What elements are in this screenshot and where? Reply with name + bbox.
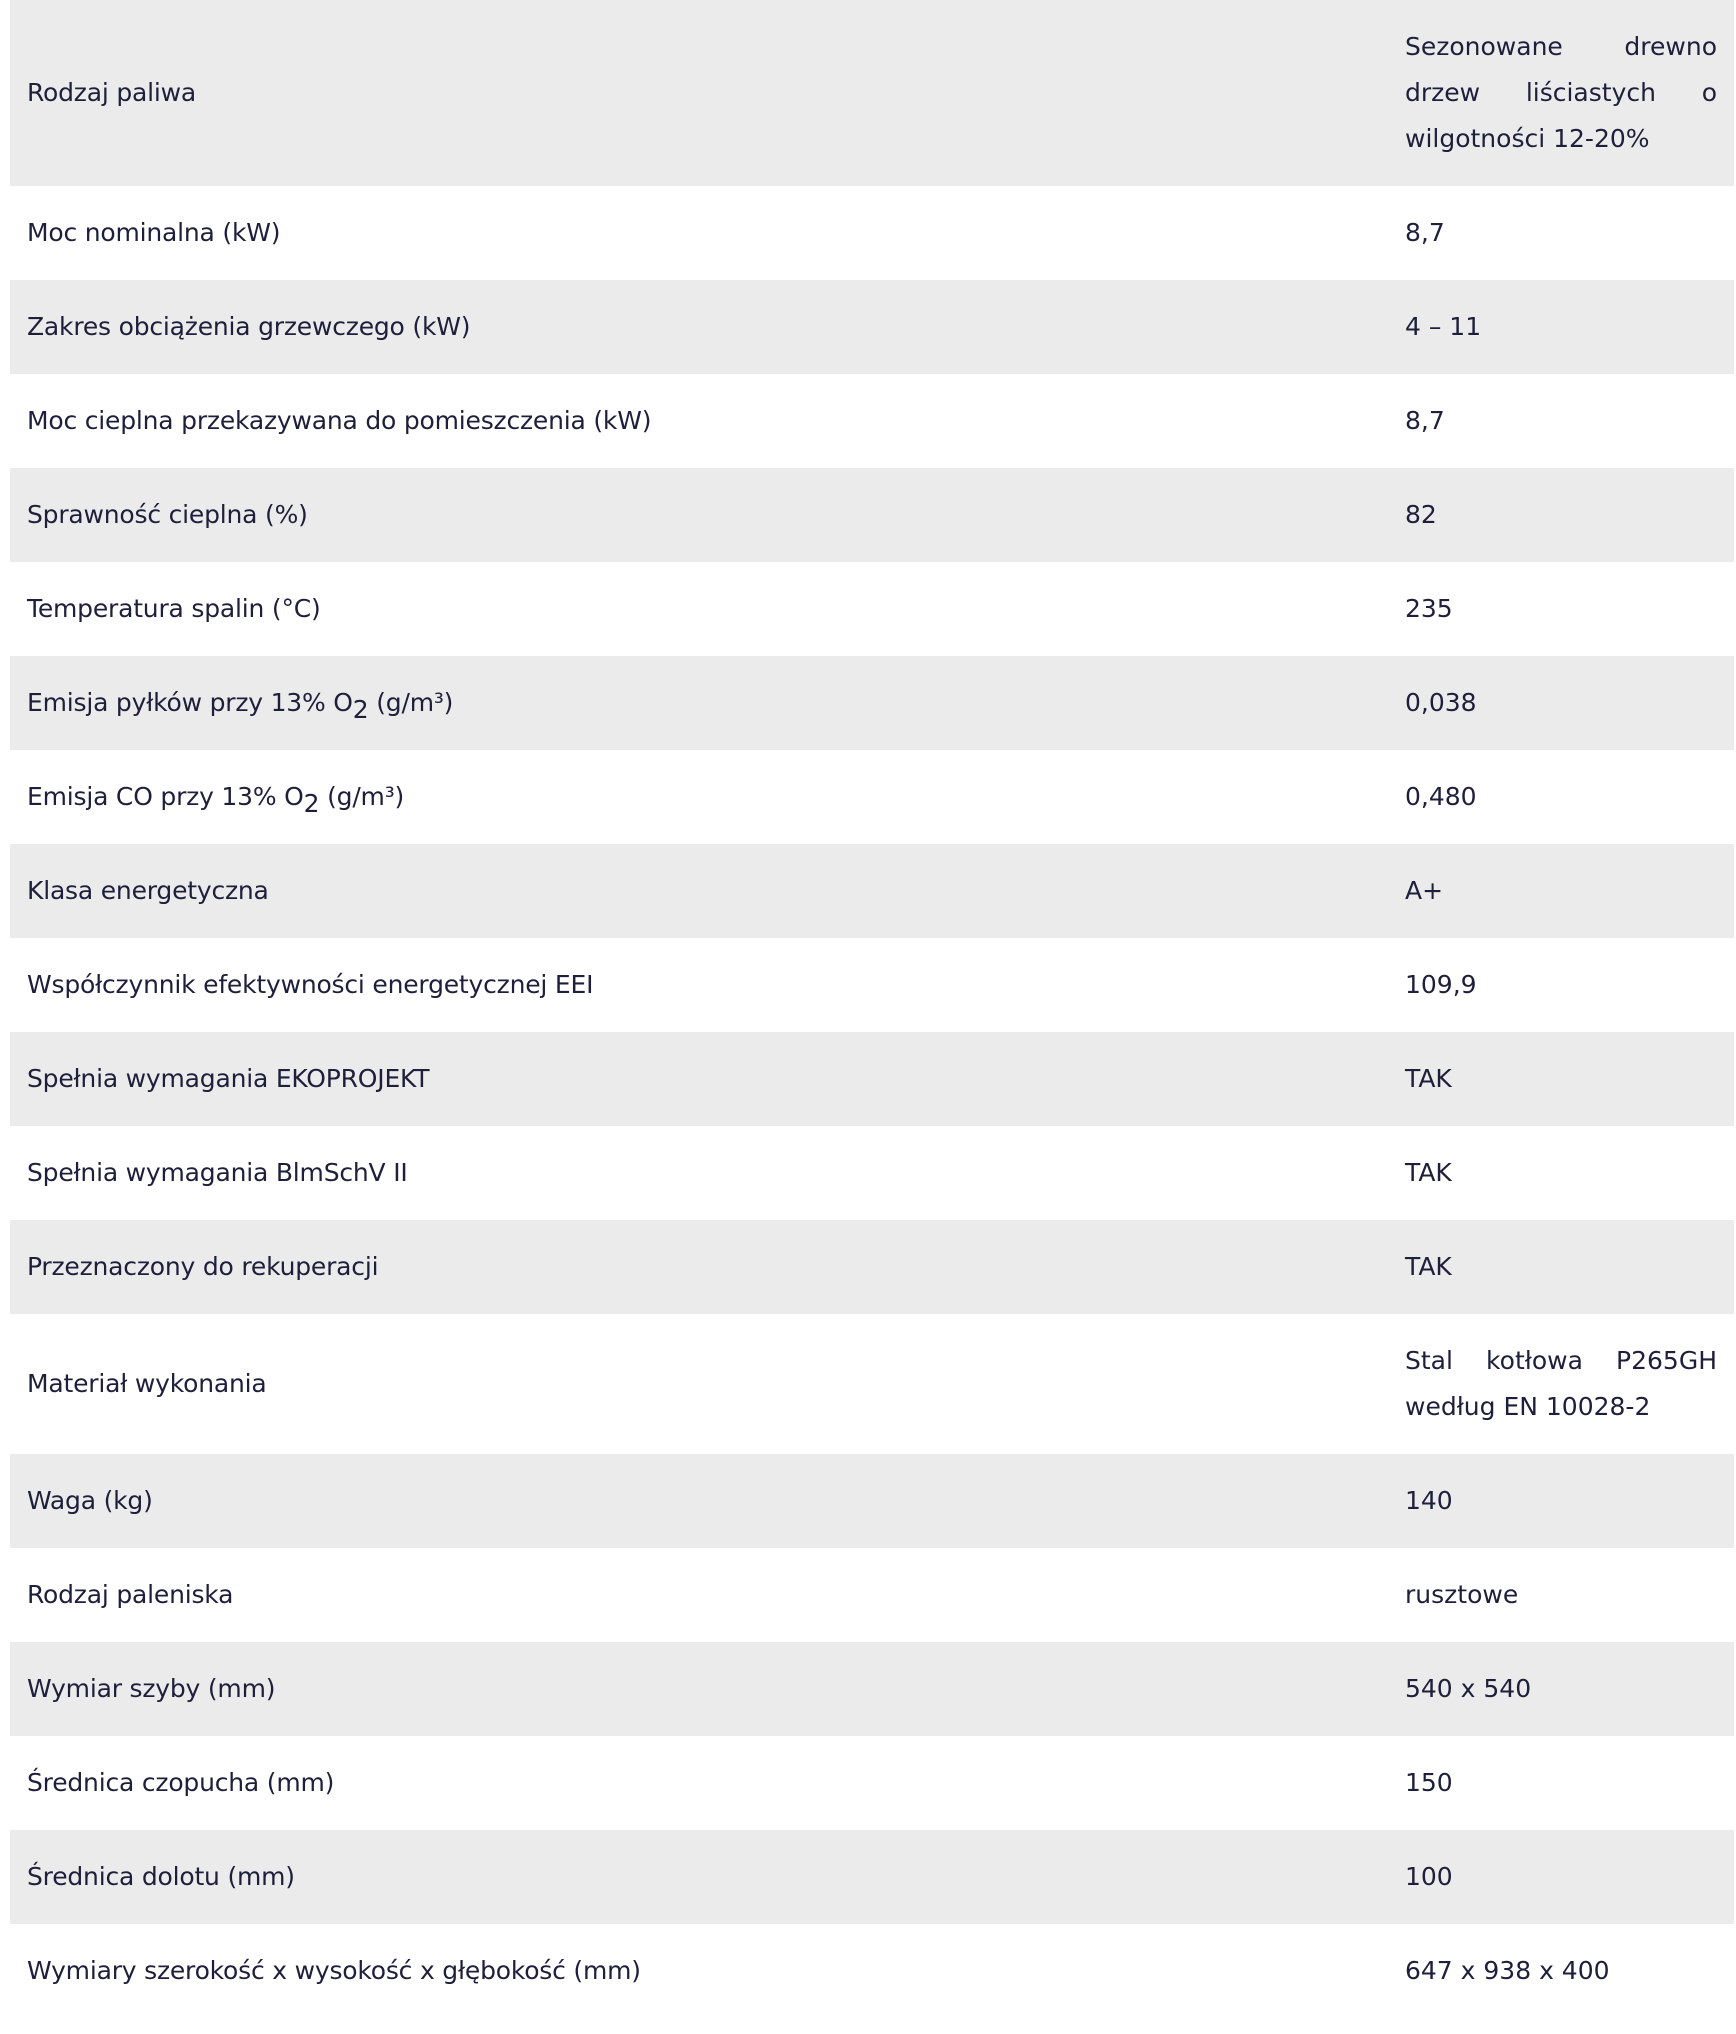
spec-label: Wymiary szerokość x wysokość x głębokość (mm) xyxy=(27,1956,641,1985)
spec-label: Spełnia wymagania EKOPROJEKT xyxy=(27,1064,430,1093)
spec-label: Moc nominalna (kW) xyxy=(27,218,281,247)
spec-label: Wymiar szyby (mm) xyxy=(27,1674,276,1703)
spec-value: 0,038 xyxy=(1405,688,1477,717)
spec-label: Temperatura spalin (°C) xyxy=(27,594,321,623)
subscript: 2 xyxy=(352,695,369,724)
spec-label: Zakres obciążenia grzewczego (kW) xyxy=(27,312,471,341)
spec-label: Współczynnik efektywności energetycznej EEI xyxy=(27,970,594,999)
spec-row-room-heat-output xyxy=(10,374,1734,468)
spec-label: Średnica dolotu (mm) xyxy=(27,1862,295,1891)
spec-value: rusztowe xyxy=(1405,1580,1519,1609)
spec-row-weight xyxy=(10,1454,1734,1548)
spec-table xyxy=(10,0,1734,2018)
spec-label: Sprawność cieplna (%) xyxy=(27,500,308,529)
spec-row-nominal-power xyxy=(10,186,1734,280)
spec-value: Stal kotłowa P265GH według EN 10028-2 xyxy=(1405,1346,1717,1421)
spec-value: 8,7 xyxy=(1405,218,1445,247)
spec-label: Waga (kg) xyxy=(27,1486,153,1515)
spec-row-energy-class xyxy=(10,844,1734,938)
spec-value: 82 xyxy=(1405,500,1437,529)
spec-label xyxy=(10,656,1388,750)
spec-row-co-emission xyxy=(10,750,1734,844)
spec-row-thermal-efficiency xyxy=(10,468,1734,562)
spec-row-glass-size xyxy=(10,1642,1734,1736)
spec-label: Rodzaj paleniska xyxy=(27,1580,234,1609)
spec-value: 109,9 xyxy=(1405,970,1477,999)
spec-label: Materiał wykonania xyxy=(27,1369,267,1398)
spec-label-text: Emisja CO przy 13% O xyxy=(27,782,304,811)
spec-label xyxy=(10,750,1388,844)
spec-row-bimschv xyxy=(10,1126,1734,1220)
spec-value: 0,480 xyxy=(1405,782,1477,811)
spec-value: TAK xyxy=(1405,1158,1452,1187)
spec-row-air-inlet-diameter xyxy=(10,1830,1734,1924)
spec-row-flue-diameter xyxy=(10,1736,1734,1830)
spec-row-ecodesign xyxy=(10,1032,1734,1126)
spec-table-body xyxy=(10,0,1734,2018)
spec-value: 235 xyxy=(1405,594,1453,623)
spec-value: 647 x 938 x 400 xyxy=(1405,1956,1610,1985)
spec-label: Spełnia wymagania BlmSchV II xyxy=(27,1158,408,1187)
spec-label-unit: (g/m³) xyxy=(368,688,454,717)
spec-value: 100 xyxy=(1405,1862,1453,1891)
spec-value: 540 x 540 xyxy=(1405,1674,1532,1703)
subscript: 2 xyxy=(303,789,320,818)
spec-row-dimensions xyxy=(10,1924,1734,2018)
spec-label: Moc cieplna przekazywana do pomieszczenia (kW) xyxy=(27,406,652,435)
spec-label: Przeznaczony do rekuperacji xyxy=(27,1252,379,1281)
spec-row-flue-gas-temperature xyxy=(10,562,1734,656)
spec-value: 8,7 xyxy=(1405,406,1445,435)
spec-value: 140 xyxy=(1405,1486,1453,1515)
spec-label-unit: (g/m³) xyxy=(319,782,405,811)
spec-label: Klasa energetyczna xyxy=(27,876,269,905)
spec-row-material xyxy=(10,1314,1734,1454)
spec-label: Rodzaj paliwa xyxy=(27,78,196,107)
spec-value: TAK xyxy=(1405,1252,1452,1281)
spec-row-recuperation xyxy=(10,1220,1734,1314)
spec-row-heat-load-range xyxy=(10,280,1734,374)
spec-value: Sezonowane drewno drzew liściastych o wilgotności 12-20% xyxy=(1405,32,1717,153)
spec-label-text: Emisja pyłków przy 13% O xyxy=(27,688,353,717)
spec-label: Średnica czopucha (mm) xyxy=(27,1768,335,1797)
spec-row-dust-emission xyxy=(10,656,1734,750)
spec-row-eei xyxy=(10,938,1734,1032)
spec-value: 150 xyxy=(1405,1768,1453,1797)
spec-value: TAK xyxy=(1405,1064,1452,1093)
spec-row-firebox-type xyxy=(10,1548,1734,1642)
spec-value: 4 – 11 xyxy=(1405,312,1482,341)
spec-value: A+ xyxy=(1405,876,1444,905)
spec-row-fuel-type xyxy=(10,0,1734,186)
